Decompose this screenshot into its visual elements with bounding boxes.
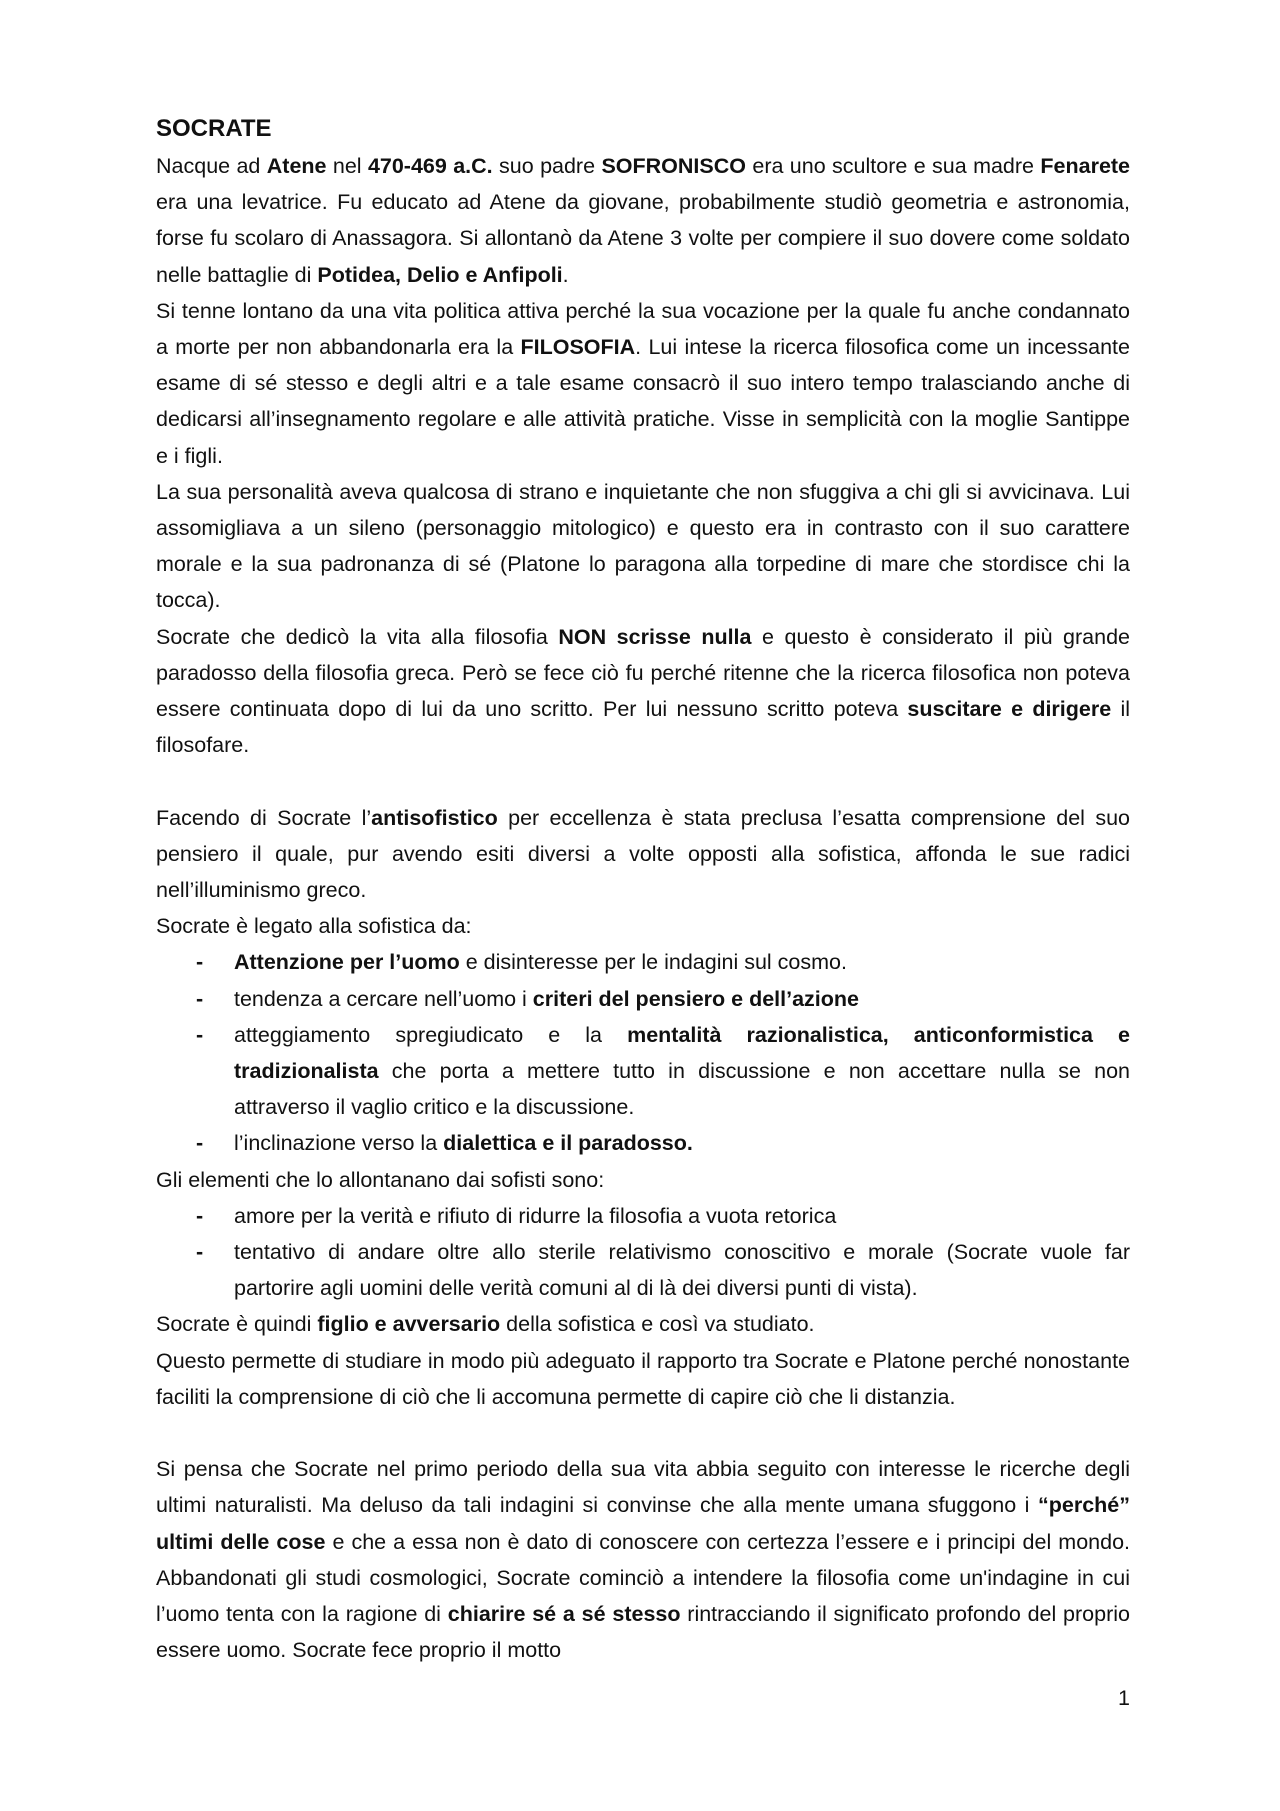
page-number: 1 (1118, 1686, 1130, 1710)
document-title: SOCRATE (156, 115, 272, 142)
paragraph-figlio-avversario: Socrate è quindi figlio e avversario della sofistica e così va studiato. (156, 1312, 815, 1337)
blank-line (156, 763, 1130, 799)
list-item: - l’inclinazione verso la dialettica e il paradosso. (234, 1125, 1130, 1161)
list-sofistica-differences (156, 1198, 1130, 1307)
list-sofistica-links (156, 944, 1130, 1161)
list-item: - amore per la verità e rifiuto di ridurre la filosofia a vuota retorica (234, 1198, 1130, 1234)
document-body (156, 110, 1130, 1669)
paragraph-distance-sofisti: Gli elementi che lo allontanano dai sofisti sono: (156, 1167, 605, 1192)
paragraph-philosophy-vocation: Si tenne lontano da una vita politica attiva perché la sua vocazione per la quale fu anche condannato a morte per non abbandonarla era la FILOSOFIA. Lui intese la ricerca filosofica come un incessante esame di sé stesso e degli altri e a tale esame consacrò il suo intero tempo tralasciando anche di dedicarsi all’insegnamento regolare e alle attività pratiche. Visse in semplicità con la moglie Santippe e i figli. (156, 298, 1130, 468)
paragraph-personality: La sua personalità aveva qualcosa di strano e inquietante che non sfuggiva a chi gli si avvicinava. Lui assomigliava a un sileno (personaggio mitologico) e questo era in contrasto con il suo carattere morale e la sua padronanza di sé (Platone lo paragona alla torpedine di mare che stordisce chi la tocca). (156, 479, 1130, 613)
paragraph-link-sofistica: Socrate è legato alla sofistica da: (156, 914, 472, 939)
list-item: - tentativo di andare oltre allo sterile relativismo conoscitivo e morale (Socrate vuole far partorire agli uomini delle verità comuni al di là dei diversi punti di vista). (234, 1234, 1130, 1306)
list-item: - Attenzione per l’uomo e disinteresse per le indagini sul cosmo. (234, 944, 1130, 980)
paragraph-no-writings: Socrate che dedicò la vita alla filosofia NON scrisse nulla e questo è considerato il più grande paradosso della filosofia greca. Però se fece ciò fu perché ritenne che la ricerca filosofica non poteva essere continuata dopo di lui da uno scritto. Per lui nessuno scritto poteva suscitare e dirigere il filosofare. (156, 624, 1130, 758)
list-item: - atteggiamento spregiudicato e la mentalità razionalistica, anticonformistica e tradizionalista che porta a mettere tutto in discussione e non accettare nulla se non attraverso il vaglio critico e la discussione. (234, 1017, 1130, 1126)
list-item: - tendenza a cercare nell’uomo i criteri del pensiero e dell’azione (234, 981, 1130, 1017)
blank-line (156, 1415, 1130, 1451)
paragraph-antisofistico: Facendo di Socrate l’antisofistico per eccellenza è stata preclusa l’esatta comprensione del suo pensiero il quale, pur avendo esiti diversi a volte opposti alla sofistica, affonda le sue radici nell’illuminismo greco. (156, 805, 1130, 903)
paragraph-birth: Nacque ad Atene nel 470-469 a.C. suo padre SOFRONISCO era uno scultore e sua madre Fenarete era una levatrice. Fu educato ad Atene da giovane, probabilmente studiò geometria e astronomia, forse fu scolaro di Anassagora. Si allontanò da Atene 3 volte per compiere il suo dovere come soldato nelle battaglie di Potidea, Delio e Anfipoli. (156, 154, 1131, 287)
paragraph-naturalisti: Si pensa che Socrate nel primo periodo della sua vita abbia seguito con interesse le ricerche degli ultimi naturalisti. Ma deluso da tali indagini si convinse che alla mente umana sfuggono i “perché” ultimi delle cose e che a essa non è dato di conoscere con certezza l’essere e i principi del mondo. Abbandonati gli studi cosmologici, Socrate cominciò a intendere la filosofia come un'indagine in cui l’uomo tenta con la ragione di chiarire sé a sé stesso rintracciando il significato profondo del proprio essere uomo. Socrate fece proprio il motto (156, 1457, 1130, 1663)
paragraph-socrate-platone: Questo permette di studiare in modo più adeguato il rapporto tra Socrate e Platone perché nonostante faciliti la comprensione di ciò che li accomuna permette di capire ciò che li distanzia. (156, 1348, 1130, 1409)
